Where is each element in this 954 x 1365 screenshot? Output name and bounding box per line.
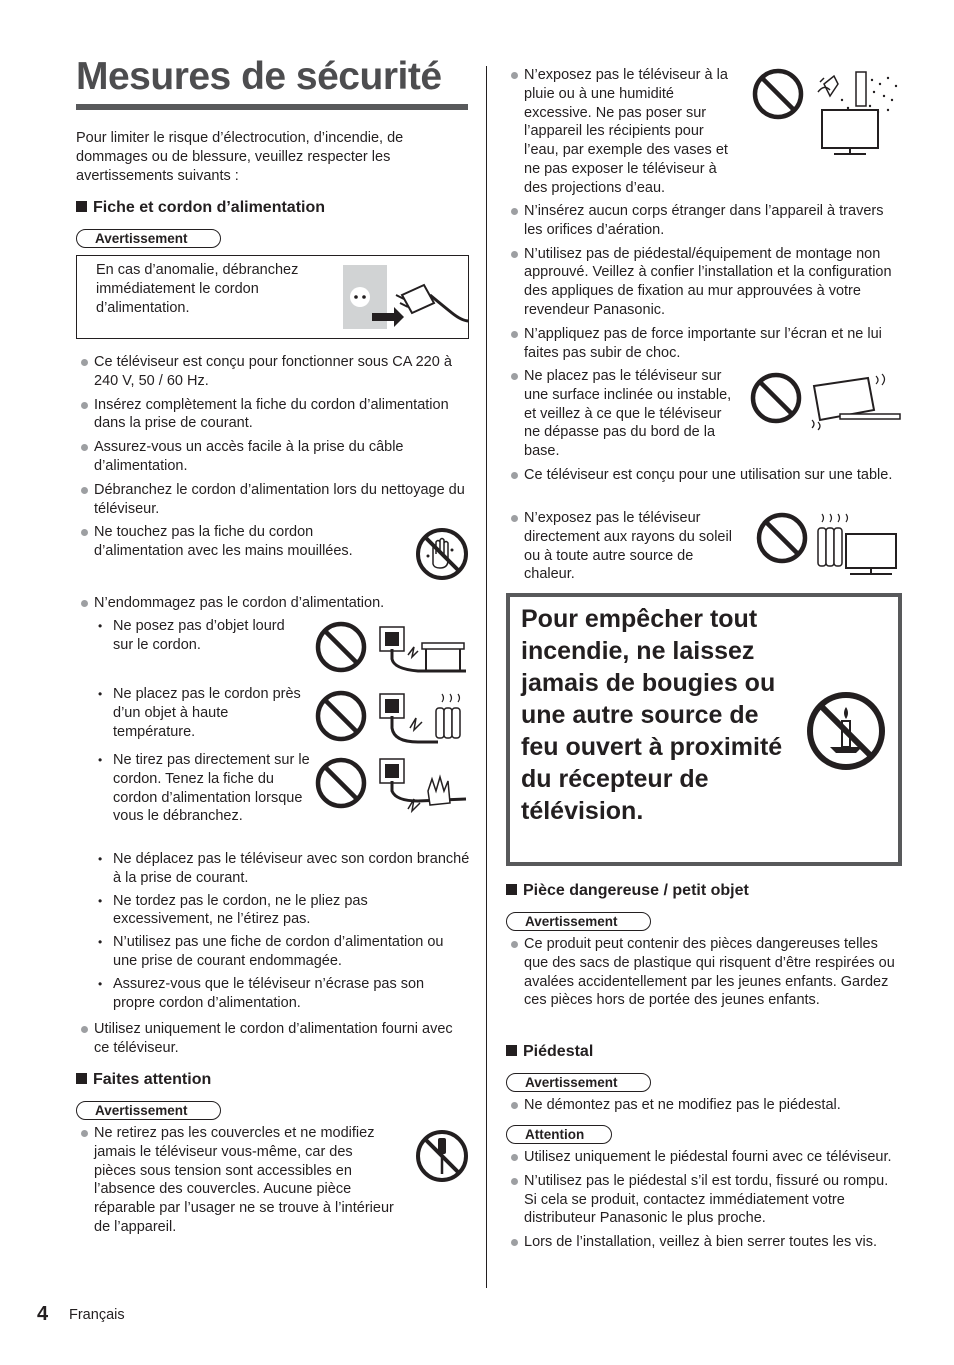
- tilted-tv-icon: [810, 374, 902, 430]
- sublist-cord-1: [95, 617, 305, 659]
- list-item: Insérez complètement la fiche du cordon d’alimentation dans la prise de courant.: [76, 396, 470, 434]
- right-list-4: [506, 466, 902, 490]
- radiator-cord-icon: [378, 692, 468, 746]
- sub-item: • Assurez-vous que le téléviseur n’écrase pas son propre cordon d’alimentation.: [95, 975, 470, 1013]
- square-bullet-icon: [506, 1045, 517, 1056]
- heavy-object-on-cord-icon: [378, 625, 468, 673]
- intro-paragraph: Pour limiter le risque d’électrocution, d’incendie, de dommages ou de blessure, veuillez respecter les avertissements suivants :: [76, 130, 404, 184]
- right-list-1: [506, 66, 741, 203]
- list-item: Ne démontez pas et ne modifiez pas le piédestal.: [506, 1096, 902, 1115]
- power-list-last: [76, 1020, 470, 1063]
- title-underline: [76, 104, 468, 110]
- section-heading-small-parts: Pièce dangereuse / petit objet: [506, 881, 749, 901]
- list-item: Débranchez le cordon d’alimentation lors du nettoyage du téléviseur.: [76, 481, 470, 519]
- sub-item: • Ne placez pas le cordon près d’un objet à haute température.: [95, 685, 305, 741]
- screwdriver-icon: [416, 1130, 468, 1182]
- column-divider: [486, 66, 487, 1288]
- square-bullet-icon: [76, 201, 87, 212]
- list-item: Ne retirez pas les couvercles et ne modifiez jamais le téléviseur vous-même, car des pièces sous tension sont accessibles en l’absence des couvercles. Aucune pièce réparable par l’usager ne se trouve à l’intérieur de l’appareil.: [76, 1124, 396, 1237]
- prohibited-icon: [752, 68, 804, 120]
- wet-hand-icon: [416, 528, 468, 580]
- power-list: [76, 353, 470, 566]
- list-item: Ce téléviseur est conçu pour fonctionner sous CA 220 à 240 V, 50 / 60 Hz.: [76, 353, 470, 391]
- small-parts-list: [506, 935, 902, 1015]
- list-item: N’exposez pas le téléviseur directement aux rayons du soleil ou à toute autre source de chaleur.: [506, 509, 736, 584]
- fire-warning-text: Pour empêcher tout incendie, ne laissez jamais de bougies ou une autre source de feu ouvert à proximité du récepteur de télévision.: [521, 605, 783, 825]
- page-language: Français: [69, 1307, 125, 1323]
- sub-item: • Ne tordez pas le cordon, ne le pliez pas excessivement, ne l’étirez pas.: [95, 892, 470, 930]
- list-item: Ce produit peut contenir des pièces dangereuses telles que des sacs de plastique qui risquent d’être respirées ou avalées accidentellement par les jeunes enfants. Gardez ces pièces hors de portée des jeunes enfants.: [506, 935, 902, 1010]
- power-list-damage: [76, 594, 470, 618]
- attention-badge: Attention: [506, 1125, 612, 1144]
- square-bullet-icon: [76, 1073, 87, 1084]
- list-item: N’insérez aucun corps étranger dans l’appareil à travers les orifices d’aération.: [506, 202, 902, 240]
- list-item: Utilisez uniquement le piédestal fourni avec ce téléviseur.: [506, 1148, 902, 1167]
- square-bullet-icon: [506, 884, 517, 895]
- page-title: Mesures de sécurité: [76, 55, 442, 98]
- section-heading-caution: Faites attention: [76, 1070, 211, 1090]
- warning-box-text: En cas d’anomalie, débranchez immédiatement le cordon d’alimentation.: [96, 262, 299, 316]
- sub-item: • Ne tirez pas directement sur le cordon. Tenez la fiche du cordon d’alimentation lorsque vous le débranchez.: [95, 751, 310, 826]
- fire-warning-box: [506, 593, 902, 866]
- list-item: N’utilisez pas le piédestal s’il est tordu, fissuré ou rompu. Si cela se produit, contactez immédiatement votre distributeur Panasonic le plus proche.: [506, 1172, 902, 1228]
- warning-badge: Avertissement: [76, 1101, 221, 1120]
- sub-item: • Ne déplacez pas le téléviseur avec son cordon branché à la prise de courant.: [95, 850, 470, 888]
- page-number: 4: [37, 1303, 49, 1325]
- prohibited-icon: [315, 757, 367, 809]
- sub-item: • N’utilisez pas une fiche de cordon d’alimentation ou une prise de courant endommagée.: [95, 933, 470, 971]
- right-list-3: [506, 367, 736, 466]
- list-item: Lors de l’installation, veillez à bien serrer toutes les vis.: [506, 1233, 902, 1252]
- list-item: Ne touchez pas la fiche du cordon d’alimentation avec les mains mouillées.: [76, 523, 376, 561]
- list-item: N’endommagez pas le cordon d’alimentation.: [76, 594, 470, 613]
- prohibited-icon: [315, 690, 367, 742]
- warning-box: [76, 255, 469, 339]
- sublist-cord-2: [95, 685, 305, 745]
- list-item: Ce téléviseur est conçu pour une utilisation sur une table.: [506, 466, 902, 485]
- heat-source-tv-icon: [816, 512, 900, 578]
- caution-list: [76, 1124, 396, 1242]
- sublist-cord-4: [95, 850, 470, 1016]
- sub-item: • Ne posez pas d’objet lourd sur le cordon.: [95, 617, 305, 655]
- section-heading-pedestal: Piédestal: [506, 1042, 593, 1062]
- warning-badge: Avertissement: [506, 1073, 651, 1092]
- prohibited-icon: [750, 372, 802, 424]
- prohibited-icon: [315, 621, 367, 673]
- list-item: Utilisez uniquement le cordon d’alimentation fourni avec ce téléviseur.: [76, 1020, 470, 1058]
- warning-badge: Avertissement: [76, 229, 221, 248]
- list-item: N’exposez pas le téléviseur à la pluie ou à une humidité excessive. Ne pas poser sur l’appareil les récipients pour l’eau, par exemple des vases et ne pas exposer le téléviseur à des projections d’eau.: [506, 66, 741, 198]
- list-item: N’utilisez pas de piédestal/équipement de montage non approuvé. Veillez à confier l’installation et la configuration des appliques de fixation au mur approuvées à votre revendeur Panasonic.: [506, 245, 902, 320]
- sublist-cord-3: [95, 751, 310, 830]
- right-list-2: [506, 202, 902, 367]
- warning-badge: Avertissement: [506, 912, 651, 931]
- pedestal-attention-list: [506, 1148, 902, 1257]
- list-item: N’appliquez pas de force importante sur l’écran et ne lui faites pas subir de choc.: [506, 325, 902, 363]
- unplug-icon: [342, 265, 470, 331]
- right-list-5: [506, 509, 736, 589]
- list-item: Assurez-vous un accès facile à la prise du câble d’alimentation.: [76, 438, 470, 476]
- section-heading-power: Fiche et cordon d’alimentation: [76, 198, 325, 218]
- list-item: Ne placez pas le téléviseur sur une surface inclinée ou instable, et veillez à ce que le téléviseur ne dépasse pas du bord de la base.: [506, 367, 736, 461]
- pull-cord-icon: [378, 757, 468, 813]
- pedestal-warning-list: [506, 1096, 902, 1120]
- water-on-tv-icon: [812, 70, 900, 156]
- candle-icon: [806, 691, 886, 771]
- prohibited-icon: [756, 512, 808, 564]
